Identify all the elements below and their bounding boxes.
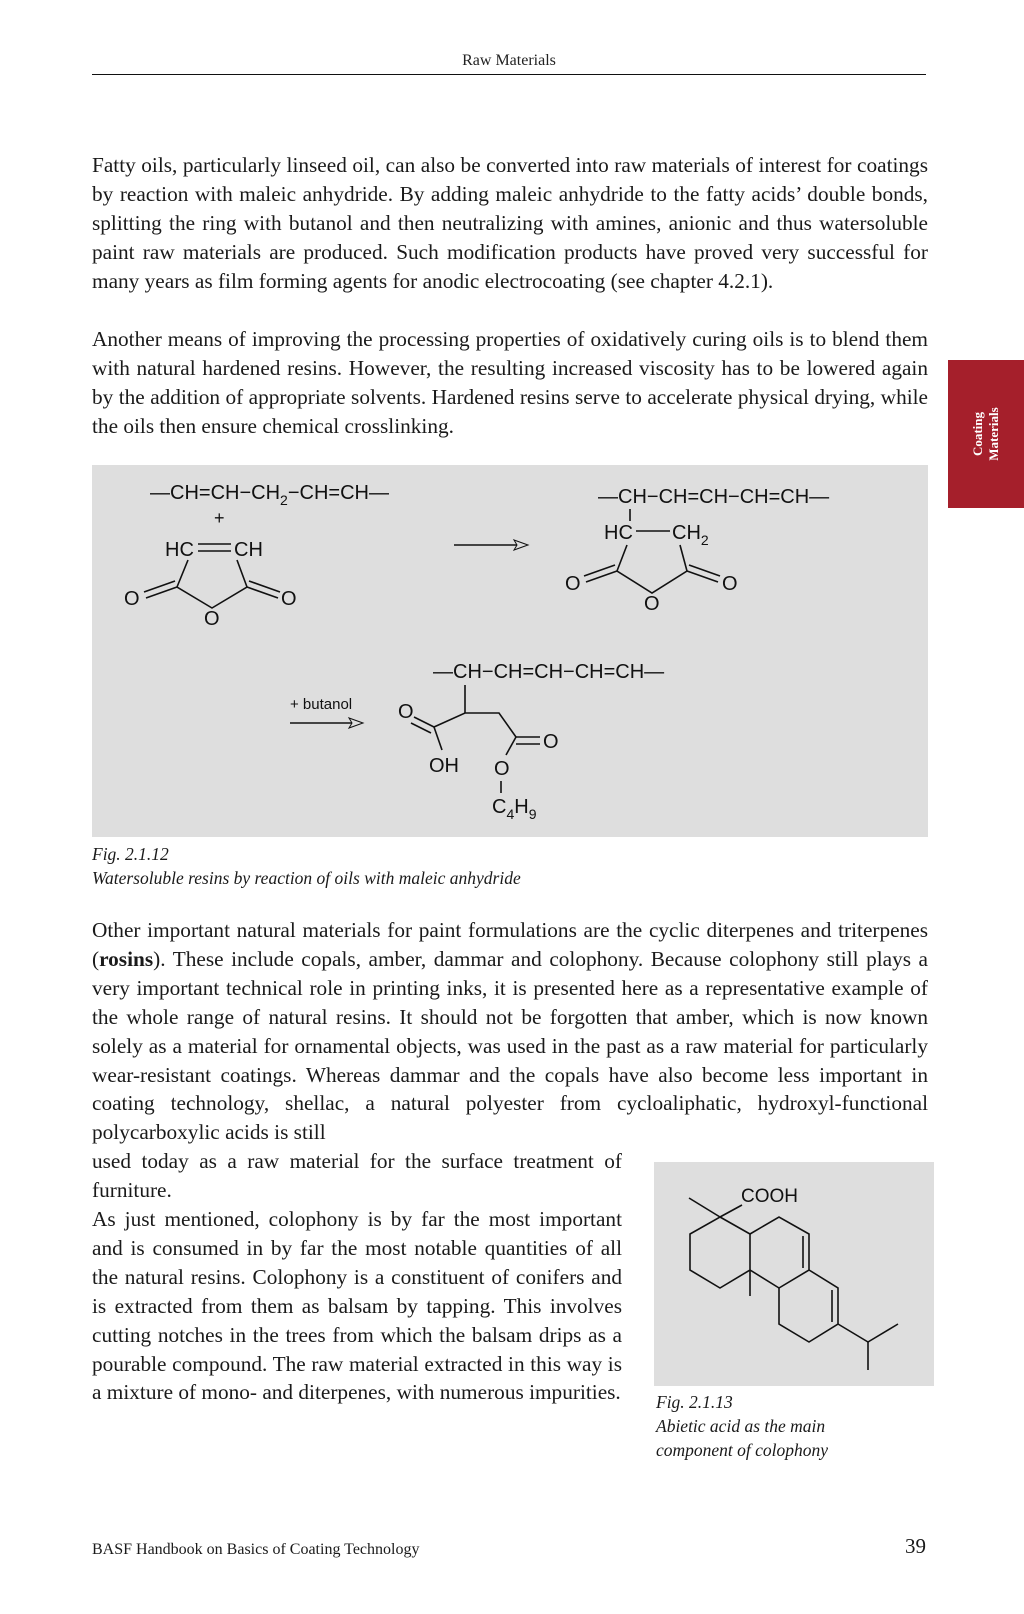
product-chain-label: —CH−CH=CH−CH=CH— [433, 661, 665, 683]
paragraph-3-tail: used today as a raw material for the surface treatment of furniture. [92, 1149, 622, 1202]
paragraph-4: As just mentioned, colophony is by far the most important and is consumed in by far the most notable quantities of all the natural resins. Colophony is a constituent of conifers and is extracted from them as balsam by tapping. This involves cutting notches in the trees from which the balsam drips as a pourable compound. The raw material extracted in this way is a mixture of mono- and diterpenes, with numerous impurities. [92, 1207, 622, 1405]
anhydride-o-left: O [124, 588, 140, 610]
figure-2-1-12-diagram [92, 465, 928, 837]
adduct-o-left: O [565, 573, 581, 595]
figure-2-1-12-caption: Watersoluble resins by reaction of oils with maleic anhydride [92, 868, 521, 888]
reactant-chain-label: $—CH=CH-CH_2-CH=CH—$ [150, 482, 389, 508]
adduct-chain-label: —CH−CH=CH−CH=CH— [598, 486, 830, 508]
figure-2-1-13-diagram [654, 1162, 934, 1386]
anhydride-o-right: O [281, 588, 297, 610]
abietic-acid-structure [654, 1162, 934, 1386]
figure-2-1-13-caption-line1: Abietic acid as the main [656, 1416, 826, 1436]
anhydride-o-ring: O [204, 608, 220, 630]
section-tab [948, 360, 1024, 508]
paragraph-3: Other important natural materials for paint formulations are the cyclic diterpenes and triterpenes (rosins). These include copals, amber, dammar and colophony. Because colophony still plays a very important technical role in printing inks, it is presented here as a representative example of the whole range of natural resins. It should not be forgotten that amber, which is now known solely as a material for ornamental objects, was used in the past as a raw material for particularly wear-resistant coatings. Whereas dammar and the copals have also become less important in coating technology, shellac, a natural polyester from cycloaliphatic, hydroxyl-functional polycarboxylic acids is still [92, 918, 928, 1145]
page-number: 39 [905, 1534, 926, 1558]
adduct-o-ring: O [644, 593, 660, 615]
figure-2-1-12-number: Fig. 2.1.12 [92, 844, 169, 864]
anhydride-ch-label: CH [234, 539, 263, 561]
adduct-o-right: O [722, 573, 738, 595]
product-ester-o: O [494, 758, 510, 780]
running-header: Raw Materials [462, 52, 556, 69]
rosins-term: rosins [99, 946, 154, 971]
butanol-label: + butanol [290, 696, 353, 713]
paragraph-1: Fatty oils, particularly linseed oil, can also be converted into raw materials of interest for coatings by reaction with maleic anhydride. By adding maleic anhydride to the fatty acids’ double bonds, splitting the ring with butanol and then neutralizing with amines, anionic and thus watersoluble paint raw materials are produced. Such modification products have proved very successful for many years as film forming agents for anodic electrocoating (see chapter 4.2.1). [92, 153, 928, 293]
maleic-reaction-scheme [92, 465, 928, 837]
figure-2-1-13-caption-line2: component of colophony [656, 1440, 829, 1460]
cooh-label: COOH [741, 1186, 798, 1207]
product-carbonyl-o1: O [398, 701, 414, 723]
product-carbonyl-o2: O [543, 731, 559, 753]
adduct-ch2-label: $CH_2$ [672, 522, 709, 548]
product-butyl-label: $C_4H_9$ [492, 796, 537, 822]
header-rule [92, 74, 926, 75]
figure-2-1-13-number: Fig. 2.1.13 [656, 1392, 733, 1412]
adduct-hc-label: HC [604, 522, 633, 544]
anhydride-hc-label: HC [165, 539, 194, 561]
footer-book-title: BASF Handbook on Basics of Coating Technology [92, 1541, 420, 1558]
section-tab-label [970, 407, 1002, 460]
plus-sign: + [214, 508, 225, 528]
section-tab-line2: Materials [986, 407, 1001, 461]
section-tab-line1: Coating [970, 411, 985, 457]
product-oh-label: OH [429, 755, 459, 777]
paragraph-2: Another means of improving the processing properties of oxidatively curing oils is to blend them with natural hardened resins. However, the resulting increased viscosity has to be lowered again by the addition of appropriate solvents. Hardened resins serve to accelerate physical drying, while the oils then ensure chemical crosslinking. [92, 327, 928, 438]
